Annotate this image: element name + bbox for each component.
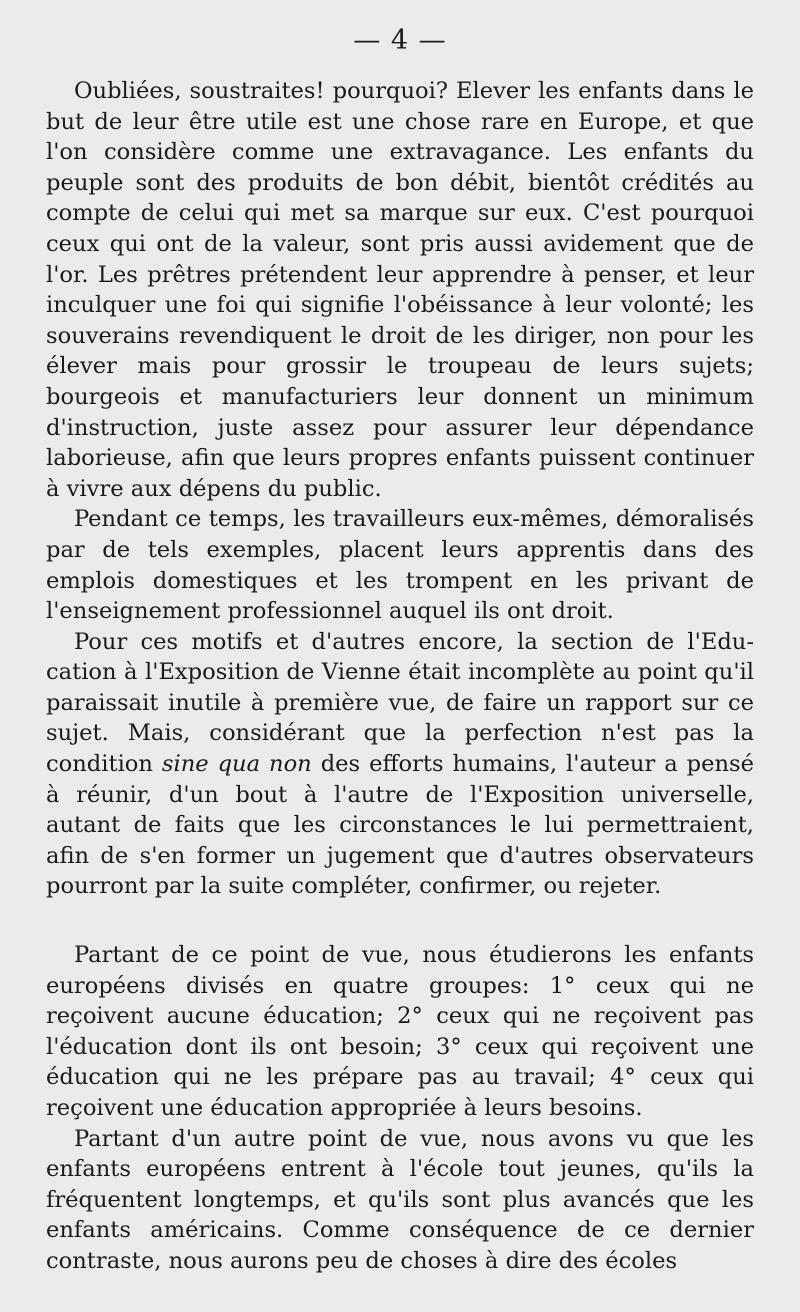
paragraph-3-text-start: Pour ces motifs et d'autres encore, la section de l'Education à l'Exposition de Vienne était incomplète au point qu'il paraissait inutile à première vue, de faire un rapport sur ce sujet. Mais, considérant que la perfection n'est pas la condition [46,628,754,778]
paragraph-5: Partant d'un autre point de vue, nous avons vu que les enfants européens entrent à l'école tout jeunes, qu'ils la fréquentent longtemps, et qu'ils sont plus avancés que les enfants américains. Comme conséquence de ce dernier contraste, nous aurons peu de choses à dire des écoles [46,1125,754,1274]
paragraph-1: Oubliées, soustraites! pourquoi? Elever les enfants dans le but de leur être utile est une chose rare en Europe, et que l'on considère comme une extravagance. Les enfants du peuple sont des produits de bon débit, bientôt crédités au compte de celui qui met sa marque sur eux. C'est pourquoi ceux qui ont de la valeur, sont pris aussi avidement que de l'or. Les prêtres prétendent leur apprendre à penser, et leur inculquer une foi qui signifie l'obéissance à leur volonté; les souverains revendiquent le droit de les diriger, non pour les élever mais pour grossir le troupeau de leurs sujets; bourgeois et manufacturiers leur donnent un minimum d'instruction, juste assez pour assurer leur dépendance laborieuse, afin que leurs propres enfants puissent continuer à vivre aux dépens du public. [46,78,754,502]
paragraph-3-text-end: des efforts humains, l'auteur a pensé à réunir, d'un bout à l'autre de l'Exposition universelle, autant de faits que les circonstances le lui permettraient, afin de s'en former un jugement que d'autres observateurs pourront par la suite compléter, confirmer, ou rejeter. [46,751,755,900]
body-text-section-2 [46,940,754,1277]
paragraph-4: Partant de ce point de vue, nous étudierons les enfants européens divisés en quatre groupes: 1° ceux qui ne reçoivent aucune éducation; 2° ceux qui ne reçoivent pas l'éducation dont ils ont besoin; 3° ceux qui reçoivent une éducation qui ne les prépare pas au travail; 4° ceux qui reçoivent une éducation appropriée à leurs besoins. [46,942,754,1121]
paragraph-3 [46,627,754,902]
page-number: — 4 — [353,25,447,56]
body-text-section-1 [46,76,754,902]
paragraph-2: Pendant ce temps, les travailleurs eux-mêmes, démoralisés par de tels exemples, placent leurs apprentis dans des emplois domestiques et les trompent en les privant de l'enseignement professionnel auquel ils ont droit. [46,506,754,625]
latin-phrase: sine qua non [161,751,312,778]
